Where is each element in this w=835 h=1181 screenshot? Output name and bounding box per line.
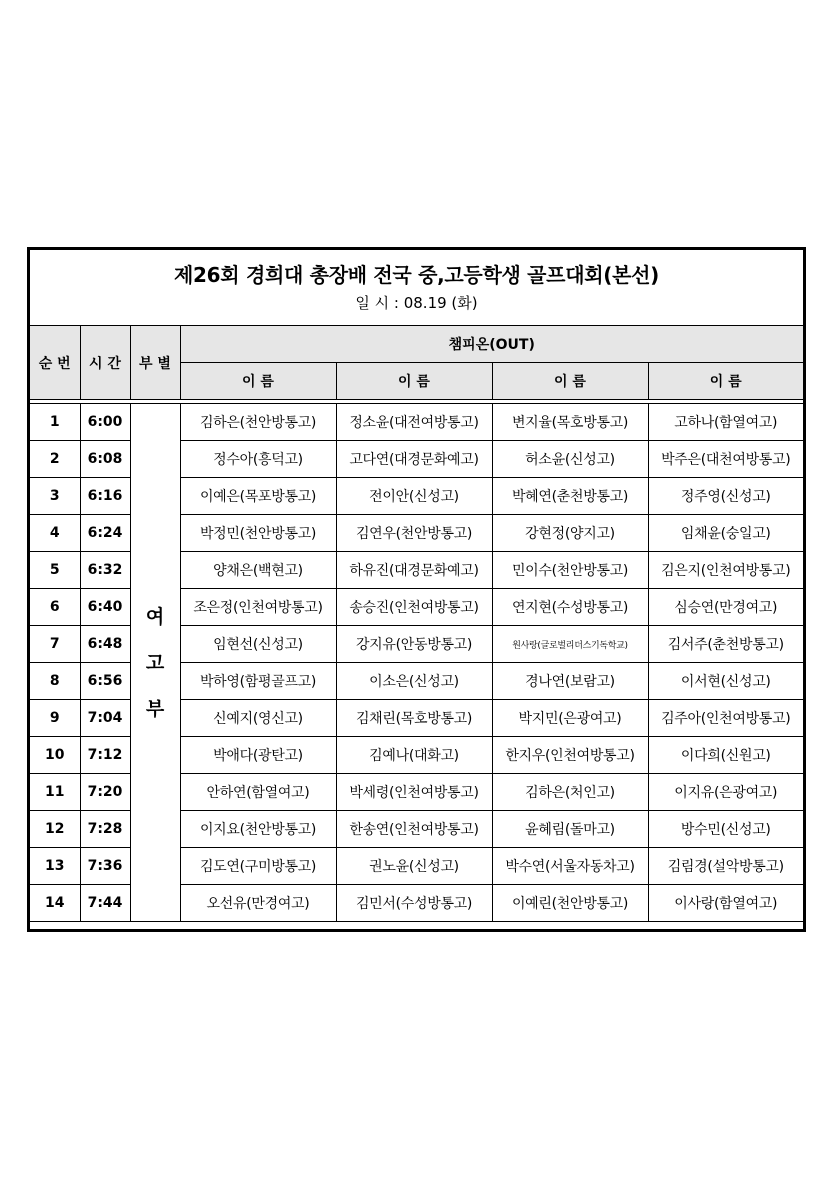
- player-name: 송승진(인천여방통고): [336, 589, 492, 626]
- tee-time: 6:32: [80, 552, 130, 589]
- player-name: 강지유(안동방통고): [336, 626, 492, 663]
- header-time: 시 간: [80, 326, 130, 400]
- row-number: 2: [30, 441, 80, 478]
- tee-time: 6:00: [80, 404, 130, 441]
- header-order: 순 번: [30, 326, 80, 400]
- player-name: 이예린(천안방통고): [492, 885, 648, 922]
- player-name: 방수민(신성고): [648, 811, 803, 848]
- player-name: 조은정(인천여방통고): [180, 589, 336, 626]
- player-name: 오선유(만경여고): [180, 885, 336, 922]
- tee-time: 6:08: [80, 441, 130, 478]
- player-name: 원사랑(글로벌리더스기독학교): [492, 626, 648, 663]
- player-name: 전이안(신성고): [336, 478, 492, 515]
- row-number: 13: [30, 848, 80, 885]
- player-name: 이서현(신성고): [648, 663, 803, 700]
- player-name: 박정민(천안방통고): [180, 515, 336, 552]
- row-number: 10: [30, 737, 80, 774]
- player-name: 이지유(은광여고): [648, 774, 803, 811]
- pairing-table: [30, 326, 803, 922]
- header-course-group: 챔피온(OUT): [180, 326, 803, 363]
- player-name: 박주은(대천여방통고): [648, 441, 803, 478]
- player-name: 한송연(인천여방통고): [336, 811, 492, 848]
- player-name: 김하은(천안방통고): [180, 404, 336, 441]
- division-char: 고: [145, 651, 165, 674]
- tournament-title: 제26회 경희대 총장배 전국 중,고등학생 골프대회(본선): [174, 263, 659, 287]
- player-name: 김서주(춘천방통고): [648, 626, 803, 663]
- tee-time: 7:20: [80, 774, 130, 811]
- player-name: 신예지(영신고): [180, 700, 336, 737]
- tee-time: 7:44: [80, 885, 130, 922]
- player-name: 윤혜림(돌마고): [492, 811, 648, 848]
- player-name: 안하연(함열여고): [180, 774, 336, 811]
- tee-time: 6:56: [80, 663, 130, 700]
- header-division: 부 별: [130, 326, 180, 400]
- division-char: 부: [145, 697, 165, 720]
- tee-time: 6:40: [80, 589, 130, 626]
- header-name: 이 름: [180, 363, 336, 400]
- player-name: 김도연(구미방통고): [180, 848, 336, 885]
- player-name: 민이수(천안방통고): [492, 552, 648, 589]
- header-name: 이 름: [492, 363, 648, 400]
- player-name: 박혜연(춘천방통고): [492, 478, 648, 515]
- player-name: 변지율(목호방통고): [492, 404, 648, 441]
- row-number: 3: [30, 478, 80, 515]
- tee-time: 7:12: [80, 737, 130, 774]
- player-name: 김주아(인천여방통고): [648, 700, 803, 737]
- player-name: 허소윤(신성고): [492, 441, 648, 478]
- tee-time: 7:04: [80, 700, 130, 737]
- player-name: 한지우(인천여방통고): [492, 737, 648, 774]
- player-name: 양채은(백현고): [180, 552, 336, 589]
- player-name: 강현정(양지고): [492, 515, 648, 552]
- player-name: 경나연(보람고): [492, 663, 648, 700]
- tee-time: 7:28: [80, 811, 130, 848]
- player-name: 박지민(은광여고): [492, 700, 648, 737]
- player-name: 임현선(신성고): [180, 626, 336, 663]
- tee-time: 6:24: [80, 515, 130, 552]
- row-number: 12: [30, 811, 80, 848]
- division-char: 여: [145, 605, 165, 628]
- event-date: 일 시 : 08.19 (화): [355, 294, 478, 312]
- player-name: 권노윤(신성고): [336, 848, 492, 885]
- tee-time: 6:16: [80, 478, 130, 515]
- player-name: 심승연(만경여고): [648, 589, 803, 626]
- row-number: 8: [30, 663, 80, 700]
- player-name: 박세령(인천여방통고): [336, 774, 492, 811]
- player-name: 김채린(목호방통고): [336, 700, 492, 737]
- tee-time: 7:36: [80, 848, 130, 885]
- player-name: 이예은(목포방통고): [180, 478, 336, 515]
- division-cell: [130, 404, 180, 922]
- pairing-rows: [30, 400, 803, 922]
- player-name: 연지현(수성방통고): [492, 589, 648, 626]
- player-name: 이지요(천안방통고): [180, 811, 336, 848]
- row-number: 5: [30, 552, 80, 589]
- player-name: 김예나(대화고): [336, 737, 492, 774]
- player-name: 박수연(서울자동차고): [492, 848, 648, 885]
- player-name: 박하영(함평골프고): [180, 663, 336, 700]
- row-number: 11: [30, 774, 80, 811]
- tee-time-sheet: [27, 247, 806, 932]
- row-number: 6: [30, 589, 80, 626]
- player-name: 정주영(신성고): [648, 478, 803, 515]
- table-row: [30, 404, 803, 441]
- tee-time: 6:48: [80, 626, 130, 663]
- row-number: 4: [30, 515, 80, 552]
- header-name: 이 름: [648, 363, 803, 400]
- player-name: 김하은(처인고): [492, 774, 648, 811]
- player-name: 고다연(대경문화예고): [336, 441, 492, 478]
- player-name: 정수아(흥덕고): [180, 441, 336, 478]
- player-name: 김민서(수성방통고): [336, 885, 492, 922]
- player-name: 김림경(설악방통고): [648, 848, 803, 885]
- player-name: 박애다(광탄고): [180, 737, 336, 774]
- player-name: 김연우(천안방통고): [336, 515, 492, 552]
- header-name: 이 름: [336, 363, 492, 400]
- title-box: [30, 250, 803, 326]
- row-number: 7: [30, 626, 80, 663]
- player-name: 이사랑(함열여고): [648, 885, 803, 922]
- row-number: 9: [30, 700, 80, 737]
- row-number: 1: [30, 404, 80, 441]
- row-number: 14: [30, 885, 80, 922]
- player-name: 임채윤(숭일고): [648, 515, 803, 552]
- player-name: 고하나(함열여고): [648, 404, 803, 441]
- player-name: 하유진(대경문화예고): [336, 552, 492, 589]
- player-name: 이다희(신원고): [648, 737, 803, 774]
- player-name: 정소윤(대전여방통고): [336, 404, 492, 441]
- player-name: 이소은(신성고): [336, 663, 492, 700]
- player-name: 김은지(인천여방통고): [648, 552, 803, 589]
